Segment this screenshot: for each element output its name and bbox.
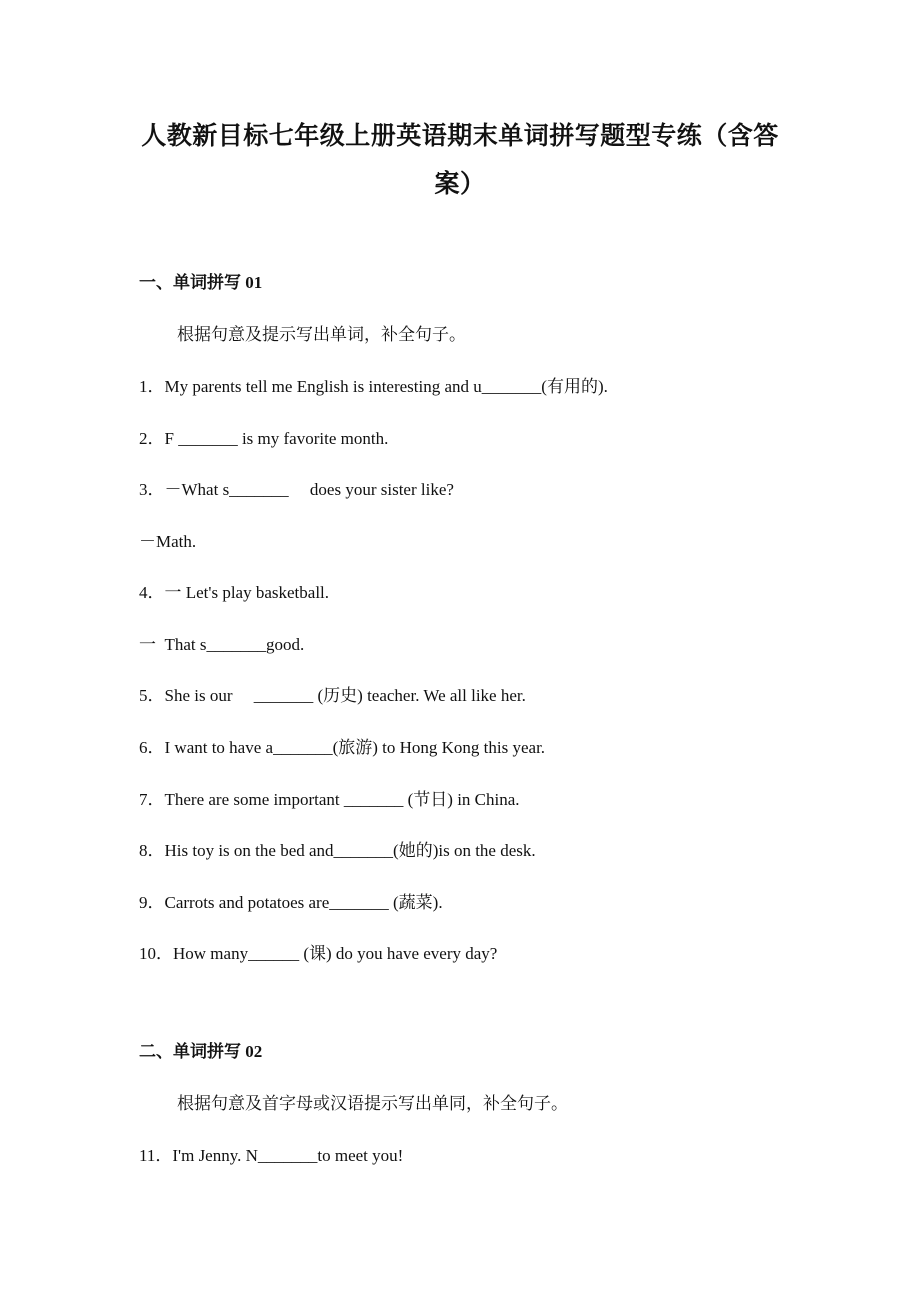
section-1-heading: 一、单词拼写 01 [139, 273, 263, 292]
question-line: 一 That s_______good. [139, 635, 305, 654]
question-line: 9．Carrots and potatoes are_______ (蔬菜). [139, 893, 443, 912]
question-line: 6．I want to have a_______(旅游) to Hong Kong this year. [139, 738, 546, 757]
question-line: 3．－What s_______ does your sister like? [139, 480, 454, 499]
section-2-instruction: 根据句意及首字母或汉语提示写出单同，补全句子。 [177, 1094, 568, 1113]
question-line: 5．She is our _______ (历史) teacher. We all like her. [139, 686, 526, 705]
question-line: 8．His toy is on the bed and_______(她的)is on the desk. [139, 841, 536, 860]
document-title-line-2: 案） [434, 171, 486, 198]
section-1-instruction: 根据句意及提示写出单词，补全句子。 [177, 325, 466, 344]
question-line: 4．一 Let's play basketball. [139, 583, 330, 602]
question-line: 7．There are some important _______ (节日) in China. [139, 790, 520, 809]
question-line: 2．F _______ is my favorite month. [139, 429, 389, 448]
section-2-heading: 二、单词拼写 02 [139, 1042, 263, 1061]
question-line: 10．How many______ (课) do you have every day? [139, 944, 498, 963]
question-line: 11．I'm Jenny. N_______to meet you! [139, 1146, 404, 1165]
document-title-line-1: 人教新目标七年级上册英语期末单词拼写题型专练（含答 [141, 123, 779, 150]
question-line: 1．My parents tell me English is interesting and u_______(有用的). [139, 377, 608, 396]
question-line: －Math. [139, 532, 197, 551]
